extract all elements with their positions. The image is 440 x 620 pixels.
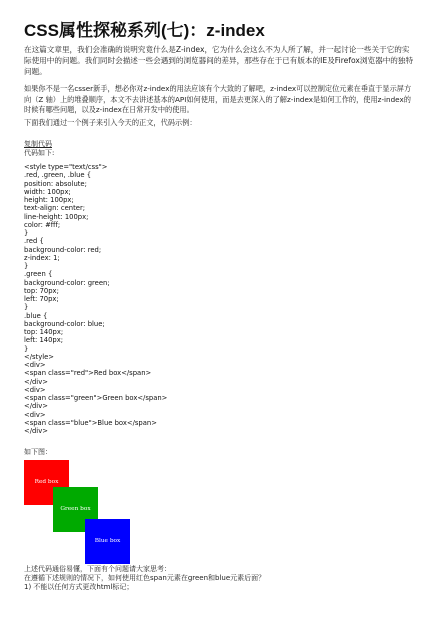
code-line: z-index: 1;	[24, 253, 60, 262]
code-line: </style>	[24, 352, 54, 361]
code-line: </div>	[24, 377, 48, 386]
code-line: <span class="red">Red box</span>	[24, 369, 152, 378]
questions-section	[24, 565, 265, 592]
example-lead-paragraph: 下面我们通过一个例子来引入今天的正文，代码示例：	[24, 118, 197, 127]
code-line: }	[24, 344, 29, 353]
question-line: 1) 不能以任何方式更改html标记；	[24, 583, 134, 591]
code-line: }	[24, 262, 29, 270]
code-line: background-color: green;	[24, 278, 110, 287]
code-line: position: absolute;	[24, 179, 87, 188]
figure-label: 如下图：	[24, 448, 52, 456]
code-line: .green {	[24, 270, 53, 279]
context-paragraph: 如果你不是一名csser新手，想必你对z-index的用法应该有个大致的了解吧，z-index可以控制定位元素在垂直于显示屏方向（Z 轴）上的堆叠顺序，本文不去讲述基本的API如何使用，而是去更深入的了解z-index是如何工作的，使用z-index的时候有哪些问题，以及z-index在日常开发中的使用。	[24, 84, 412, 114]
code-line: <style type="text/css">	[24, 163, 108, 171]
code-line: }	[24, 303, 29, 312]
page-title: CSS属性探秘系列(七)：z-index	[24, 21, 265, 40]
code-block	[24, 163, 167, 435]
code-line: top: 140px;	[24, 328, 64, 336]
code-line: left: 140px;	[24, 336, 64, 345]
code-line: <span class="green">Green box</span>	[24, 394, 168, 402]
copy-code-link[interactable]: 复制代码	[24, 140, 52, 148]
code-line: left: 70px;	[24, 295, 59, 303]
code-line: </div>	[24, 427, 48, 435]
code-line: </div>	[24, 402, 48, 411]
red-box: Red box	[24, 460, 69, 505]
code-line: <div>	[24, 410, 46, 419]
question-line: 上述代码通俗易懂，下面有个问题请大家思考：	[24, 565, 171, 573]
code-line: <span class="blue">Blue box</span>	[24, 418, 157, 427]
code-line: line-height: 100px;	[24, 212, 89, 221]
intro-paragraph: 在这篇文章里，我们会准确的说明究竟什么是Z-index，它为什么会这么不为人所了解，并一起讨论一些关于它的实际使用中的问题。我们同时会描述一些会遇到的浏览器间的差异，那些存在于已有版本的IE及Firefox浏览器中的独特问题。	[24, 45, 414, 76]
code-line: width: 100px;	[24, 187, 71, 196]
code-line: background-color: red;	[24, 245, 102, 254]
code-line: background-color: blue;	[24, 319, 105, 328]
green-box: Green box	[53, 487, 98, 532]
code-line: <div>	[24, 361, 46, 369]
code-label: 代码如下:	[24, 149, 55, 157]
code-line: <div>	[24, 385, 46, 394]
code-line: .red, .green, .blue {	[24, 171, 92, 180]
code-line: top: 70px;	[24, 286, 59, 295]
blue-box: Blue box	[85, 519, 130, 564]
code-line: }	[24, 229, 29, 237]
code-line: color: #fff;	[24, 220, 61, 229]
code-line: height: 100px;	[24, 196, 74, 204]
code-line: .blue {	[24, 311, 48, 320]
code-line: .red {	[24, 237, 44, 246]
code-line: text-align: center;	[24, 204, 86, 213]
question-line: 在遵循下述规则的情况下，如何使用红色span元素在green和blue元素后面？	[24, 574, 266, 582]
